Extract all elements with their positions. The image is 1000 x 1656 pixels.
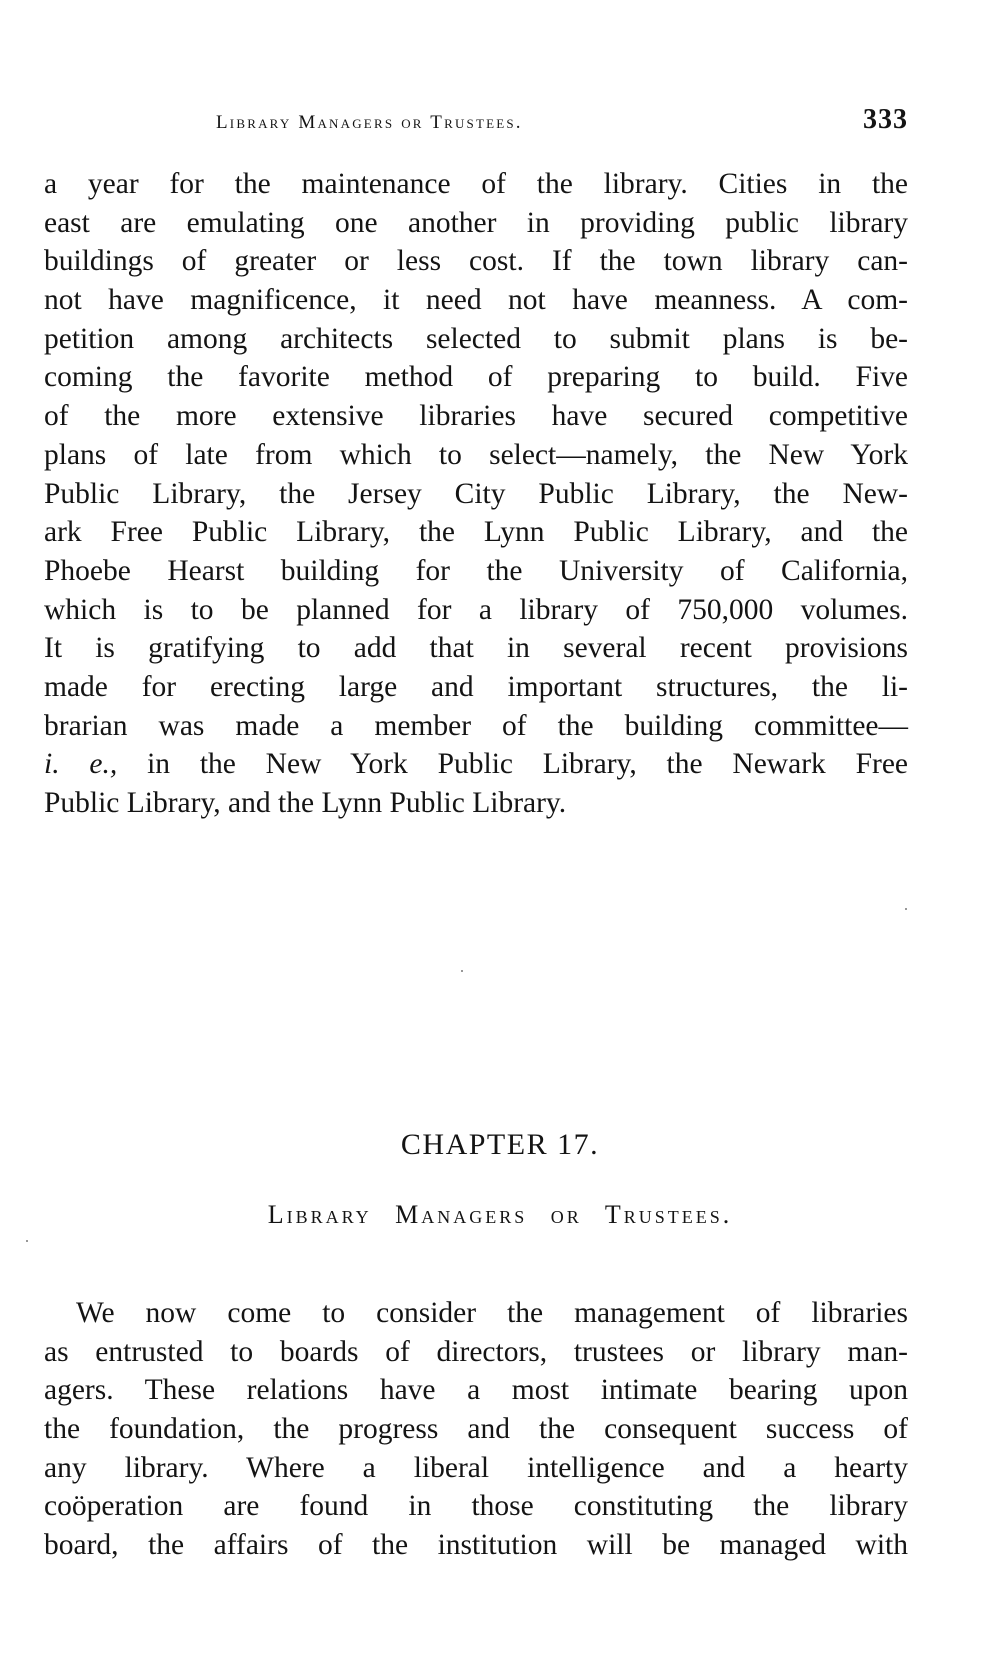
italic-abbreviation: i. e., <box>44 748 118 781</box>
text-line: the foundation, the progress and the consequent success of <box>44 1413 908 1446</box>
text-line: made for erecting large and important structures, the li- <box>44 670 908 703</box>
text-line <box>44 745 908 784</box>
text-line: which is to be planned for a library of 750,000 volumes. <box>44 593 908 626</box>
text-line: plans of late from which to select—namely, the New York <box>44 438 908 471</box>
chapter-title: Library Managers or Trustees. <box>267 1200 733 1229</box>
text-line: a year for the maintenance of the library. Cities in the <box>44 168 908 200</box>
running-title: Library Managers or Trustees. <box>216 112 523 133</box>
text-line: of the more extensive libraries have secured competitive <box>44 400 908 433</box>
chapter-paragraph <box>44 1294 908 1565</box>
text-line: ark Free Public Library, the Lynn Public Library, and the <box>44 516 908 549</box>
text-line: not have magnificence, it need not have meanness. A com- <box>44 284 908 317</box>
text-line: It is gratifying to add that in several recent provisions <box>44 632 908 665</box>
text-line: We now come to consider the management of libraries <box>76 1297 908 1329</box>
text-line: petition among architects selected to submit plans is be- <box>44 322 908 355</box>
page-number: 333 <box>863 104 908 135</box>
paragraph-continued <box>44 165 908 823</box>
text-line: any library. Where a liberal intelligence and a hearty <box>44 1451 908 1484</box>
text-line: coming the favorite method of preparing to build. Five <box>44 361 908 394</box>
text-line: Phoebe Hearst building for the University of California, <box>44 554 908 587</box>
text-line: Public Library, and the Lynn Public Library. <box>44 787 567 819</box>
print-speck <box>26 1240 28 1242</box>
text-line: coöperation are found in those constituting the library <box>44 1490 908 1523</box>
running-head <box>44 104 908 140</box>
text-line: brarian was made a member of the building committee— <box>44 709 908 742</box>
text-line: as entrusted to boards of directors, trustees or library man- <box>44 1335 908 1368</box>
text-line: agers. These relations have a most intimate bearing upon <box>44 1374 908 1407</box>
chapter-heading: CHAPTER 17. <box>400 1128 600 1161</box>
text-line: board, the affairs of the institution will be managed with <box>44 1529 908 1562</box>
text-line: Public Library, the Jersey City Public Library, the New- <box>44 477 908 510</box>
print-speck <box>905 908 907 910</box>
print-speck <box>461 970 463 972</box>
text-line-rest: in the New York Public Library, the Newark Free <box>147 748 909 781</box>
text-line: buildings of greater or less cost. If the town library can- <box>44 245 908 278</box>
text-line: east are emulating one another in providing public library <box>44 206 908 239</box>
